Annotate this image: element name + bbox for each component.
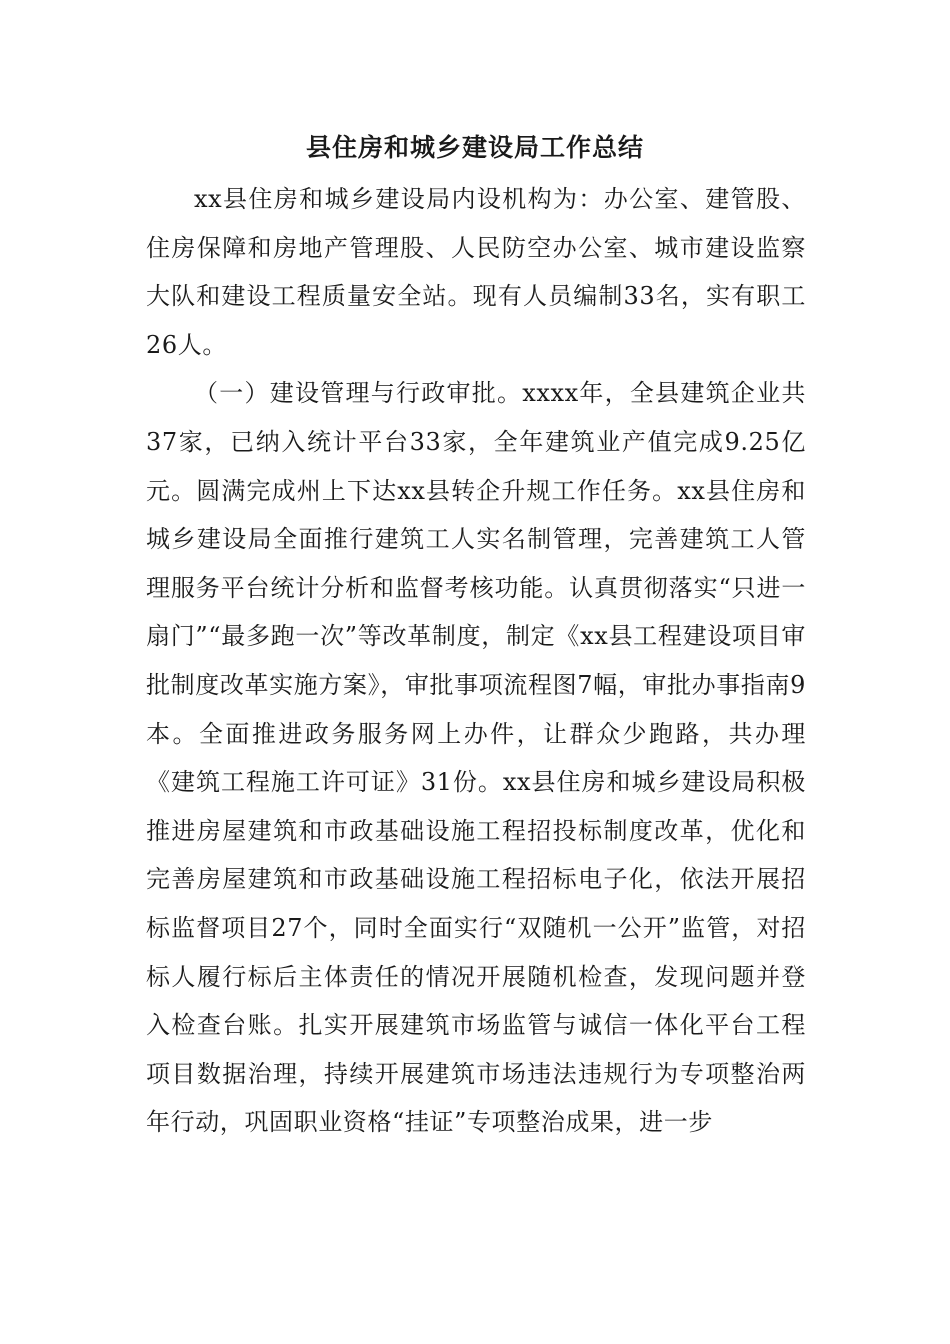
paragraph-intro: xx县住房和城乡建设局内设机构为：办公室、建管股、住房保障和房地产管理股、人民防空办公室、城市建设监察大队和建设工程质量安全站。现有人员编制33名，实有职工26人。: [146, 185, 806, 359]
document-body: [146, 175, 806, 1147]
paragraph-construction-management: （一）建设管理与行政审批。xxxx年，全县建筑企业共37家，已纳入统计平台33家，全年建筑业产值完成9.25亿元。圆满完成州上下达xx县转企升规工作任务。xx县住房和城乡建设局全面推行建筑工人实名制管理，完善建筑工人管理服务平台统计分析和监督考核功能。认真贯彻落实“只进一扇门”“最多跑一次”等改革制度，制定《xx县工程建设项目审批制度改革实施方案》，审批事项流程图7幅，审批办事指南9本。全面推进政务服务网上办件，让群众少跑路，共办理《建筑工程施工许可证》31份。xx县住房和城乡建设局积极推进房屋建筑和市政基础设施工程招投标制度改革，优化和完善房屋建筑和市政基础设施工程招标电子化，依法开展招标监督项目27个，同时全面实行“双随机一公开”监管，对招标人履行标后主体责任的情况开展随机检查，发现问题并登入检查台账。扎实开展建筑市场监管与诚信一体化平台工程项目数据治理，持续开展建筑市场违法违规行为专项整治两年行动，巩固职业资格“挂证”专项整治成果，进一步: [146, 379, 806, 1137]
document-title: 县住房和城乡建设局工作总结: [305, 133, 644, 162]
